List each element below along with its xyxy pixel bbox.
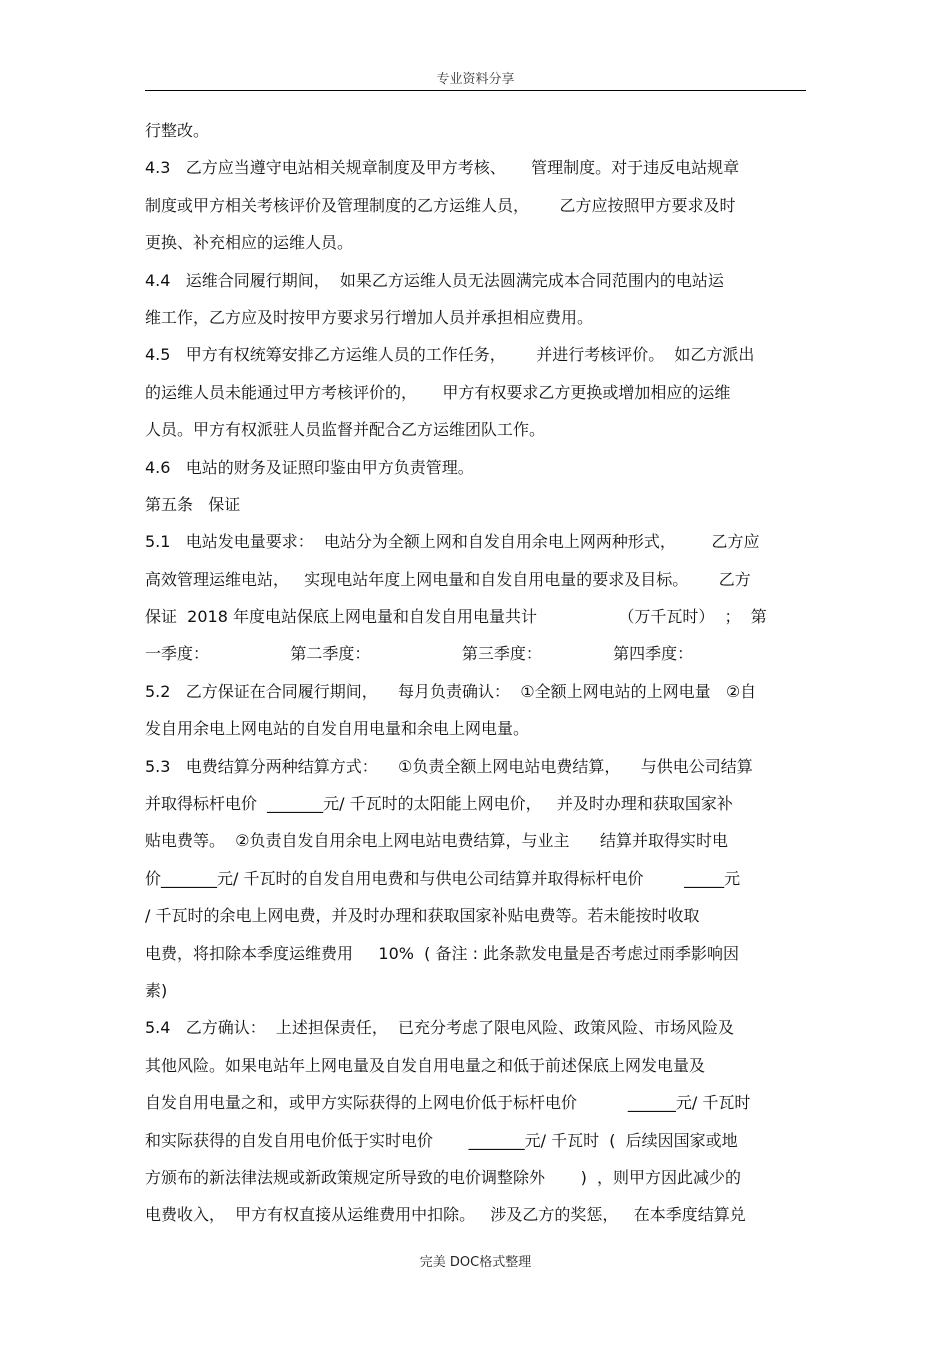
text-line: 高效管理运维电站， 实现电站年度上网电量和自发自用电量的要求及目标。 乙方	[145, 569, 751, 589]
contract-body-text	[145, 112, 810, 1234]
text-line: 4.4 运维合同履行期间， 如果乙方运维人员无法圆满完成本合同范围内的电站运	[145, 270, 724, 290]
text-line: 贴电费等。 ②负责自发自用余电上网电站电费结算，与业主 结算并取得实时电	[145, 831, 729, 851]
text-line: 自发自用电量之和，或甲方实际获得的上网电价低于标杆电价 ______元/ 千瓦时	[145, 1093, 751, 1113]
text-line: 电费，将扣除本季度运维费用 10% ( 备注 : 此条款发电量是否考虑过雨季影响因	[145, 943, 740, 963]
text-line: 行整改。	[145, 121, 210, 140]
text-line: 方颁布的新法律法规或新政策规定所导致的电价调整除外 ) ，则甲方因此减少的	[145, 1167, 742, 1187]
text-line: 5.4 乙方确认： 上述担保责任， 已充分考虑了限电风险、政策风险、市场风险及	[145, 1018, 735, 1038]
text-line: 一季度： 第二季度： 第三季度： 第四季度：	[145, 644, 694, 664]
header-divider	[145, 90, 806, 91]
text-line: 的运维人员未能通过甲方考核评价的， 甲方有权要求乙方更换或增加相应的运维	[145, 382, 731, 402]
text-line: 5.1 电站发电量要求： 电站分为全额上网和自发自用余电上网两种形式， 乙方应	[145, 532, 760, 552]
text-line: 维工作，乙方应及时按甲方要求另行增加人员并承担相应费用。	[145, 307, 594, 327]
text-line: 价_______元/ 千瓦时的自发自用电费和与供电公司结算并取得标杆电价 _____元	[145, 868, 741, 888]
text-line: 4.6 电站的财务及证照印鉴由甲方负责管理。	[145, 457, 474, 477]
text-line: 素)	[145, 980, 168, 1000]
text-line: 人员。甲方有权派驻人员监督并配合乙方运维团队工作。	[145, 420, 546, 440]
text-line: 并取得标杆电价 _______元/ 千瓦时的太阳能上网电价， 并及时办理和获取国家补	[145, 794, 733, 814]
text-line: / 千瓦时的余电上网电费，并及时办理和获取国家补贴电费等。若未能按时收取	[145, 906, 700, 926]
page-footer: 完美 DOC格式整理	[419, 1255, 532, 1270]
text-line: 4.5 甲方有权统筹安排乙方运维人员的工作任务， 并进行考核评价。 如乙方派出	[145, 345, 755, 365]
text-line: 保证 2018 年度电站保底上网电量和自发自用电量共计 （万千瓦时） ； 第	[145, 607, 767, 627]
text-line: 5.3 电费结算分两种结算方式： ①负责全额上网电站电费结算， 与供电公司结算	[145, 756, 753, 776]
text-line: 第五条 保证	[145, 494, 241, 514]
text-line: 4.3 乙方应当遵守电站相关规章制度及甲方考核、 管理制度。对于违反电站规章	[145, 158, 740, 178]
text-line: 其他风险。如果电站年上网电量及自发自用电量之和低于前述保底上网发电量及	[145, 1055, 706, 1075]
text-line: 和实际获得的自发自用电价低于实时电价 _______元/ 千瓦时 ( 后续因国家或地	[145, 1130, 738, 1150]
page-header: 专业资料分享	[436, 72, 515, 87]
text-line: 更换、补充相应的运维人员。	[145, 233, 354, 253]
text-line: 发自用余电上网电站的自发自用电量和余电上网电量。	[145, 719, 530, 739]
text-line: 制度或甲方相关考核评价及管理制度的乙方运维人员， 乙方应按照甲方要求及时	[145, 195, 736, 215]
text-line: 5.2 乙方保证在合同履行期间， 每月负责确认： ①全额上网电站的上网电量 ②自	[145, 681, 757, 701]
text-line: 电费收入， 甲方有权直接从运维费用中扣除。 涉及乙方的奖惩， 在本季度结算兑	[145, 1205, 746, 1225]
